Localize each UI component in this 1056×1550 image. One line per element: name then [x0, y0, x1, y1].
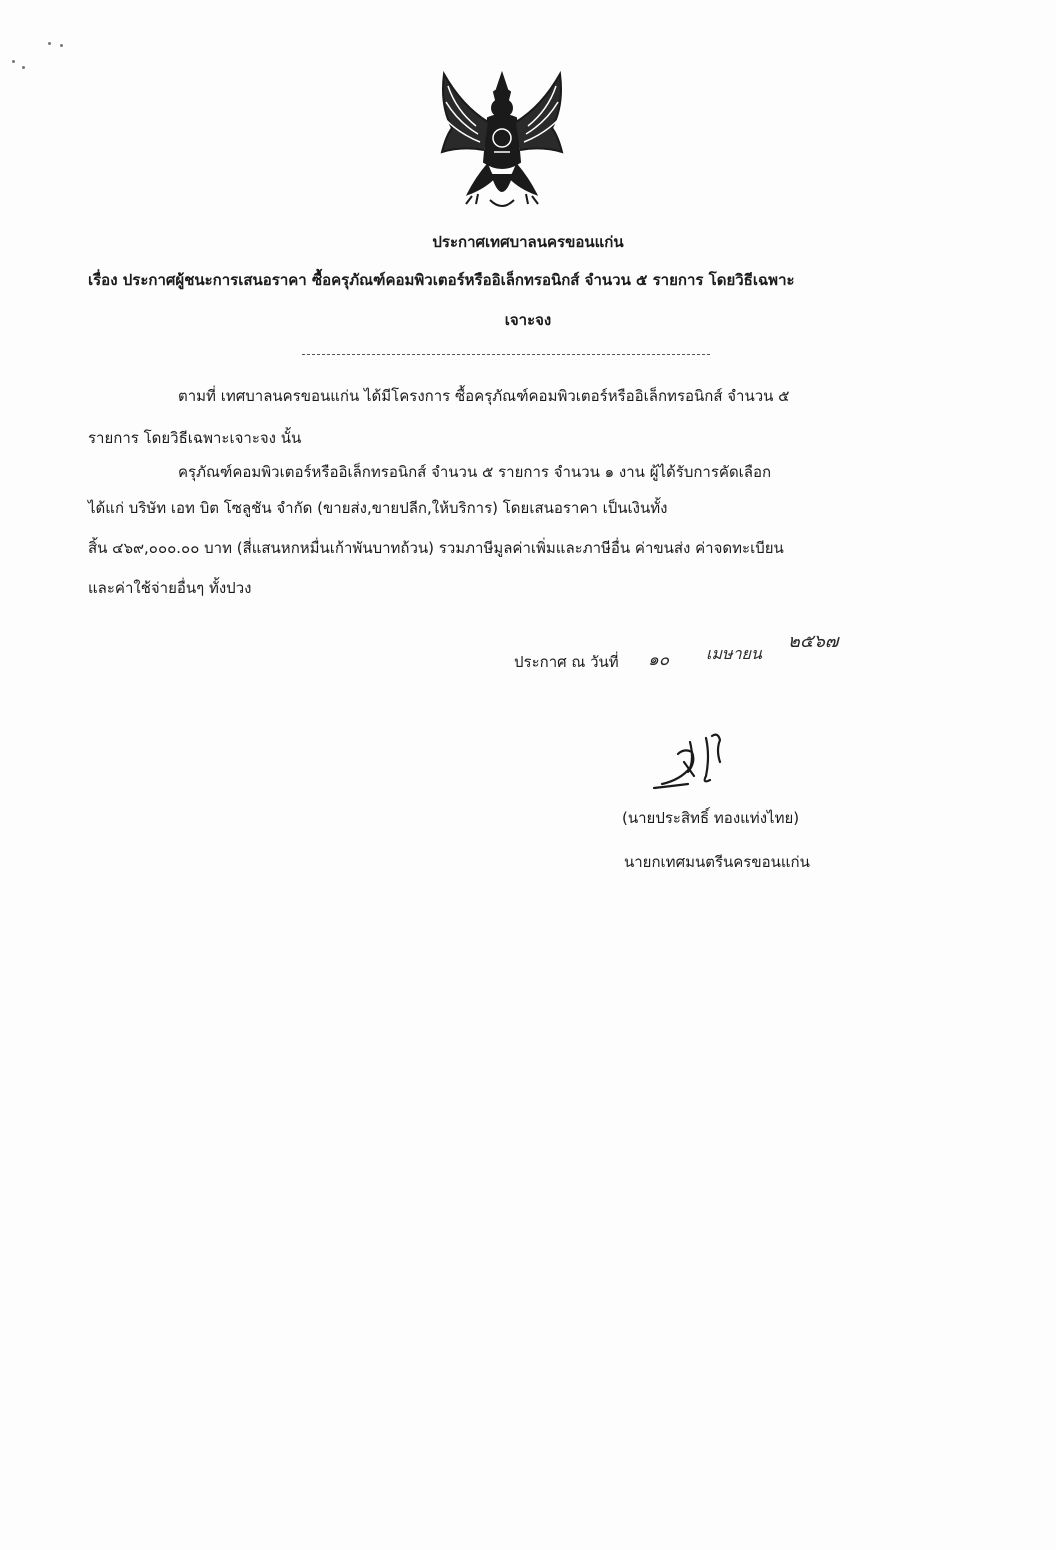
paragraph-2-line-2: ได้แก่ บริษัท เอท บิต โซลูชัน จำกัด (ขายส่ง,ขายปลีก,ให้บริการ) โดยเสนอราคา เป็นเงินทั้ง [88, 499, 668, 517]
paragraph-2-line-3: สิ้น ๔๖๙,๐๐๐.๐๐ บาท (สี่แสนหกหมื่นเก้าพันบาทถ้วน) รวมภาษีมูลค่าเพิ่มและภาษีอื่น ค่าขนส่ง ค่าจดทะเบียน [88, 539, 784, 557]
speck [60, 44, 63, 47]
speck [48, 42, 51, 45]
paragraph-2-line-4: และค่าใช้จ่ายอื่นๆ ทั้งปวง [88, 579, 252, 597]
speck [22, 66, 25, 69]
paragraph-2-line-1: ครุภัณฑ์คอมพิวเตอร์หรืออิเล็กทรอนิกส์ จำนวน ๕ รายการ จำนวน ๑ งาน ผู้ได้รับการคัดเลือก [178, 463, 772, 481]
date-month: เมษายน [706, 644, 762, 663]
date-prefix: ประกาศ ณ วันที่ [514, 653, 619, 671]
signer-name: (นายประสิทธิ์ ทองแท่งไทย) [622, 809, 800, 827]
signature-icon [650, 728, 740, 792]
paragraph-1-line-2: รายการ โดยวิธีเฉพาะเจาะจง นั้น [88, 429, 302, 447]
garuda-emblem-icon [432, 66, 572, 216]
speck [12, 60, 15, 63]
subject-line-1: เรื่อง ประกาศผู้ชนะการเสนอราคา ซื้อครุภัณฑ์คอมพิวเตอร์หรืออิเล็กทรอนิกส์ จำนวน ๕ รายการ โดยวิธีเฉพาะ [88, 271, 795, 289]
divider [302, 354, 710, 355]
issuer-heading: ประกาศเทศบาลนครขอนแก่น [432, 233, 624, 251]
date-day: ๑๐ [648, 650, 670, 670]
paragraph-1-line-1: ตามที่ เทศบาลนครขอนแก่น ได้มีโครงการ ซื้อครุภัณฑ์คอมพิวเตอร์หรืออิเล็กทรอนิกส์ จำนวน ๕ [178, 387, 790, 405]
signer-title: นายกเทศมนตรีนครขอนแก่น [624, 853, 810, 871]
subject-line-2: เจาะจง [504, 311, 552, 329]
date-year: ๒๕๖๗ [788, 631, 839, 652]
